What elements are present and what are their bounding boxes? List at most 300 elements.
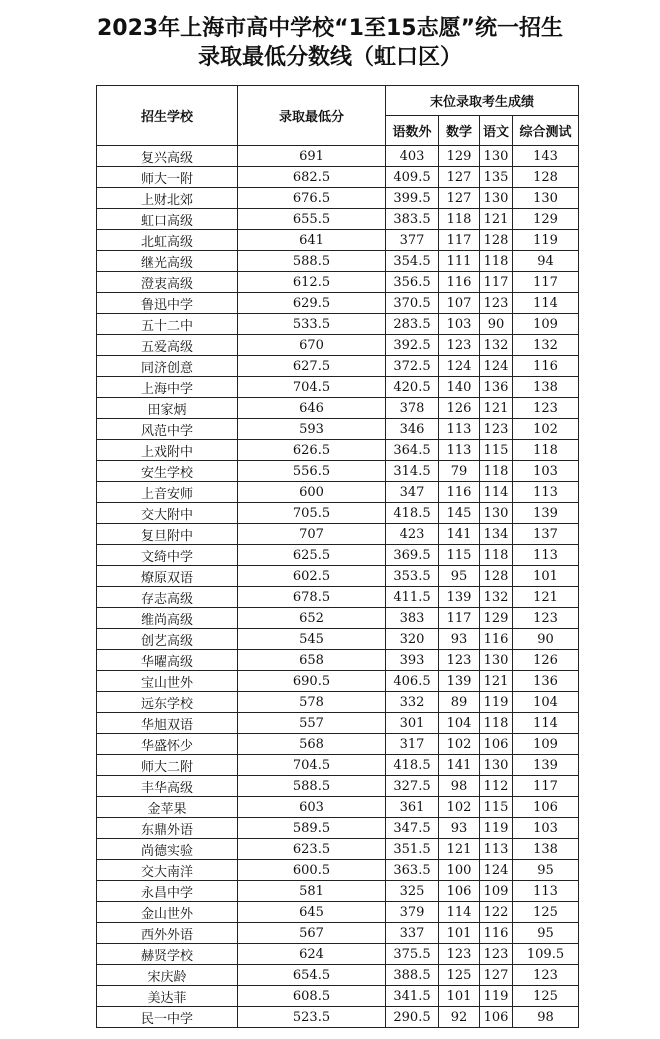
chinese-cell: 130 [480,188,513,209]
yu-shu-wai-cell: 378 [386,398,439,419]
yu-shu-wai-cell: 301 [386,713,439,734]
school-name-cell: 五爱高级 [97,335,238,356]
comprehensive-test-cell: 118 [513,440,579,461]
table-row [97,776,579,797]
comprehensive-test-cell: 126 [513,650,579,671]
table-row [97,524,579,545]
min-score-cell: 652 [238,608,386,629]
math-cell: 116 [439,272,480,293]
chinese-cell: 134 [480,524,513,545]
min-score-cell: 600.5 [238,860,386,881]
comprehensive-test-cell: 123 [513,965,579,986]
chinese-cell: 132 [480,587,513,608]
table-row [97,272,579,293]
yu-shu-wai-cell: 393 [386,650,439,671]
comprehensive-test-cell: 116 [513,356,579,377]
yu-shu-wai-cell: 409.5 [386,167,439,188]
school-name-cell: 华曜高级 [97,650,238,671]
min-score-cell: 608.5 [238,986,386,1007]
school-name-cell: 风范中学 [97,419,238,440]
min-score-cell: 655.5 [238,209,386,230]
comprehensive-test-cell: 113 [513,881,579,902]
table-row [97,545,579,566]
yu-shu-wai-cell: 363.5 [386,860,439,881]
comprehensive-test-cell: 143 [513,146,579,167]
table-row [97,167,579,188]
table-row [97,755,579,776]
school-name-cell: 金山世外 [97,902,238,923]
page-subtitle: 录取最低分数线（虹口区） [197,45,462,70]
min-score-cell: 645 [238,902,386,923]
school-name-cell: 民一中学 [97,1007,238,1028]
comprehensive-test-cell: 114 [513,713,579,734]
school-name-cell: 澄衷高级 [97,272,238,293]
chinese-cell: 132 [480,335,513,356]
chinese-cell: 135 [480,167,513,188]
table-row [97,335,579,356]
header-yu-shu-wai: 语数外 [386,116,439,146]
min-score-cell: 641 [238,230,386,251]
min-score-cell: 612.5 [238,272,386,293]
chinese-cell: 128 [480,230,513,251]
yu-shu-wai-cell: 346 [386,419,439,440]
chinese-cell: 123 [480,419,513,440]
yu-shu-wai-cell: 369.5 [386,545,439,566]
comprehensive-test-cell: 90 [513,629,579,650]
comprehensive-test-cell: 95 [513,923,579,944]
min-score-cell: 629.5 [238,293,386,314]
math-cell: 123 [439,650,480,671]
math-cell: 129 [439,146,480,167]
chinese-cell: 121 [480,671,513,692]
header-math: 数学 [439,116,480,146]
min-score-cell: 624 [238,944,386,965]
chinese-cell: 136 [480,377,513,398]
school-name-cell: 丰华高级 [97,776,238,797]
min-score-cell: 568 [238,734,386,755]
school-name-cell: 西外外语 [97,923,238,944]
min-score-cell: 658 [238,650,386,671]
min-score-cell: 707 [238,524,386,545]
comprehensive-test-cell: 102 [513,419,579,440]
yu-shu-wai-cell: 347.5 [386,818,439,839]
comprehensive-test-cell: 130 [513,188,579,209]
table-row [97,482,579,503]
math-cell: 123 [439,335,480,356]
chinese-cell: 109 [480,881,513,902]
yu-shu-wai-cell: 383.5 [386,209,439,230]
school-name-cell: 复旦附中 [97,524,238,545]
chinese-cell: 122 [480,902,513,923]
comprehensive-test-cell: 128 [513,167,579,188]
school-name-cell: 上海中学 [97,377,238,398]
school-name-cell: 复兴高级 [97,146,238,167]
min-score-cell: 705.5 [238,503,386,524]
chinese-cell: 112 [480,776,513,797]
yu-shu-wai-cell: 420.5 [386,377,439,398]
math-cell: 141 [439,524,480,545]
min-score-cell: 556.5 [238,461,386,482]
table-row [97,587,579,608]
chinese-cell: 129 [480,608,513,629]
chinese-cell: 117 [480,272,513,293]
yu-shu-wai-cell: 337 [386,923,439,944]
comprehensive-test-cell: 109 [513,734,579,755]
min-score-cell: 588.5 [238,251,386,272]
math-cell: 115 [439,545,480,566]
math-cell: 113 [439,440,480,461]
min-score-cell: 654.5 [238,965,386,986]
comprehensive-test-cell: 136 [513,671,579,692]
comprehensive-test-cell: 123 [513,398,579,419]
comprehensive-test-cell: 138 [513,839,579,860]
math-cell: 93 [439,818,480,839]
math-cell: 116 [439,482,480,503]
yu-shu-wai-cell: 372.5 [386,356,439,377]
math-cell: 140 [439,377,480,398]
chinese-cell: 121 [480,398,513,419]
chinese-cell: 115 [480,797,513,818]
comprehensive-test-cell: 104 [513,692,579,713]
page-title: 2023年上海市高中学校“1至15志愿”统一招生 [96,16,564,41]
chinese-cell: 130 [480,146,513,167]
chinese-cell: 124 [480,356,513,377]
math-cell: 101 [439,923,480,944]
chinese-cell: 119 [480,692,513,713]
comprehensive-test-cell: 106 [513,797,579,818]
min-score-cell: 623.5 [238,839,386,860]
chinese-cell: 124 [480,860,513,881]
comprehensive-test-cell: 94 [513,251,579,272]
table-row [97,881,579,902]
school-name-cell: 上音安师 [97,482,238,503]
table-row [97,293,579,314]
comprehensive-test-cell: 117 [513,272,579,293]
min-score-cell: 704.5 [238,377,386,398]
yu-shu-wai-cell: 347 [386,482,439,503]
math-cell: 93 [439,629,480,650]
math-cell: 111 [439,251,480,272]
table-row [97,608,579,629]
school-name-cell: 赫贤学校 [97,944,238,965]
chinese-cell: 130 [480,650,513,671]
table-body [97,146,579,1028]
header-comprehensive-test: 综合测试 [513,116,579,146]
comprehensive-test-cell: 119 [513,230,579,251]
min-score-cell: 676.5 [238,188,386,209]
yu-shu-wai-cell: 370.5 [386,293,439,314]
comprehensive-test-cell: 113 [513,482,579,503]
comprehensive-test-cell: 137 [513,524,579,545]
chinese-cell: 106 [480,1007,513,1028]
chinese-cell: 90 [480,314,513,335]
yu-shu-wai-cell: 327.5 [386,776,439,797]
comprehensive-test-cell: 129 [513,209,579,230]
chinese-cell: 116 [480,629,513,650]
school-name-cell: 同济创意 [97,356,238,377]
math-cell: 126 [439,398,480,419]
min-score-cell: 578 [238,692,386,713]
min-score-cell: 600 [238,482,386,503]
school-name-cell: 宝山世外 [97,671,238,692]
min-score-cell: 670 [238,335,386,356]
comprehensive-test-cell: 95 [513,860,579,881]
school-name-cell: 远东学校 [97,692,238,713]
chinese-cell: 114 [480,482,513,503]
table-row [97,230,579,251]
yu-shu-wai-cell: 283.5 [386,314,439,335]
min-score-cell: 682.5 [238,167,386,188]
math-cell: 89 [439,692,480,713]
table-row [97,713,579,734]
chinese-cell: 116 [480,923,513,944]
school-name-cell: 虹口高级 [97,209,238,230]
chinese-cell: 119 [480,818,513,839]
admission-score-table [96,85,579,1028]
table-row [97,818,579,839]
min-score-cell: 589.5 [238,818,386,839]
math-cell: 104 [439,713,480,734]
min-score-cell: 602.5 [238,566,386,587]
school-name-cell: 五十二中 [97,314,238,335]
math-cell: 103 [439,314,480,335]
yu-shu-wai-cell: 325 [386,881,439,902]
yu-shu-wai-cell: 388.5 [386,965,439,986]
chinese-cell: 121 [480,209,513,230]
min-score-cell: 691 [238,146,386,167]
math-cell: 95 [439,566,480,587]
math-cell: 117 [439,230,480,251]
math-cell: 113 [439,419,480,440]
school-name-cell: 尚德实验 [97,839,238,860]
yu-shu-wai-cell: 317 [386,734,439,755]
comprehensive-test-cell: 139 [513,755,579,776]
school-name-cell: 美达菲 [97,986,238,1007]
chinese-cell: 118 [480,713,513,734]
comprehensive-test-cell: 125 [513,902,579,923]
chinese-cell: 119 [480,986,513,1007]
min-score-cell: 523.5 [238,1007,386,1028]
table-row [97,419,579,440]
min-score-cell: 625.5 [238,545,386,566]
table-row [97,734,579,755]
math-cell: 114 [439,902,480,923]
table-row [97,797,579,818]
min-score-cell: 603 [238,797,386,818]
table-row [97,461,579,482]
math-cell: 139 [439,671,480,692]
math-cell: 101 [439,986,480,1007]
min-score-cell: 588.5 [238,776,386,797]
table-row [97,902,579,923]
math-cell: 123 [439,944,480,965]
comprehensive-test-cell: 139 [513,503,579,524]
school-name-cell: 师大二附 [97,755,238,776]
school-name-cell: 师大一附 [97,167,238,188]
table-row [97,398,579,419]
comprehensive-test-cell: 132 [513,335,579,356]
yu-shu-wai-cell: 290.5 [386,1007,439,1028]
yu-shu-wai-cell: 379 [386,902,439,923]
min-score-cell: 626.5 [238,440,386,461]
comprehensive-test-cell: 101 [513,566,579,587]
table-row [97,188,579,209]
yu-shu-wai-cell: 403 [386,146,439,167]
comprehensive-test-cell: 109 [513,314,579,335]
comprehensive-test-cell: 117 [513,776,579,797]
school-name-cell: 东鼎外语 [97,818,238,839]
school-name-cell: 田家炳 [97,398,238,419]
table-row [97,1007,579,1028]
chinese-cell: 106 [480,734,513,755]
yu-shu-wai-cell: 423 [386,524,439,545]
table-row [97,671,579,692]
school-name-cell: 永昌中学 [97,881,238,902]
math-cell: 107 [439,293,480,314]
min-score-cell: 704.5 [238,755,386,776]
chinese-cell: 128 [480,566,513,587]
header-min-score: 录取最低分 [238,86,386,146]
math-cell: 79 [439,461,480,482]
table-row [97,629,579,650]
yu-shu-wai-cell: 320 [386,629,439,650]
yu-shu-wai-cell: 375.5 [386,944,439,965]
chinese-cell: 118 [480,251,513,272]
yu-shu-wai-cell: 411.5 [386,587,439,608]
table-row [97,692,579,713]
yu-shu-wai-cell: 356.5 [386,272,439,293]
school-name-cell: 华旭双语 [97,713,238,734]
math-cell: 92 [439,1007,480,1028]
math-cell: 102 [439,734,480,755]
yu-shu-wai-cell: 377 [386,230,439,251]
comprehensive-test-cell: 138 [513,377,579,398]
comprehensive-test-cell: 121 [513,587,579,608]
header-last-admitted-group: 末位录取考生成绩 [386,86,579,116]
yu-shu-wai-cell: 314.5 [386,461,439,482]
min-score-cell: 593 [238,419,386,440]
comprehensive-test-cell: 103 [513,818,579,839]
yu-shu-wai-cell: 354.5 [386,251,439,272]
chinese-cell: 115 [480,440,513,461]
min-score-cell: 646 [238,398,386,419]
comprehensive-test-cell: 114 [513,293,579,314]
yu-shu-wai-cell: 351.5 [386,839,439,860]
math-cell: 125 [439,965,480,986]
table-row [97,944,579,965]
yu-shu-wai-cell: 361 [386,797,439,818]
math-cell: 124 [439,356,480,377]
yu-shu-wai-cell: 418.5 [386,503,439,524]
min-score-cell: 678.5 [238,587,386,608]
school-name-cell: 交大附中 [97,503,238,524]
math-cell: 98 [439,776,480,797]
school-name-cell: 交大南洋 [97,860,238,881]
min-score-cell: 690.5 [238,671,386,692]
school-name-cell: 维尚高级 [97,608,238,629]
min-score-cell: 557 [238,713,386,734]
table-row [97,986,579,1007]
school-name-cell: 燎原双语 [97,566,238,587]
min-score-cell: 567 [238,923,386,944]
school-name-cell: 鲁迅中学 [97,293,238,314]
school-name-cell: 金苹果 [97,797,238,818]
school-name-cell: 上戏附中 [97,440,238,461]
math-cell: 139 [439,587,480,608]
chinese-cell: 130 [480,503,513,524]
table-row [97,251,579,272]
table-row [97,650,579,671]
math-cell: 145 [439,503,480,524]
table-row [97,146,579,167]
min-score-cell: 627.5 [238,356,386,377]
comprehensive-test-cell: 123 [513,608,579,629]
comprehensive-test-cell: 103 [513,461,579,482]
chinese-cell: 130 [480,755,513,776]
school-name-cell: 创艺高级 [97,629,238,650]
chinese-cell: 118 [480,545,513,566]
school-name-cell: 华盛怀少 [97,734,238,755]
comprehensive-test-cell: 125 [513,986,579,1007]
min-score-cell: 533.5 [238,314,386,335]
table-row [97,440,579,461]
school-name-cell: 宋庆龄 [97,965,238,986]
math-cell: 102 [439,797,480,818]
table-row [97,860,579,881]
table-row [97,314,579,335]
table-row [97,566,579,587]
table-row [97,377,579,398]
yu-shu-wai-cell: 406.5 [386,671,439,692]
school-name-cell: 文绮中学 [97,545,238,566]
math-cell: 141 [439,755,480,776]
chinese-cell: 118 [480,461,513,482]
math-cell: 117 [439,608,480,629]
table-row [97,965,579,986]
yu-shu-wai-cell: 332 [386,692,439,713]
min-score-cell: 545 [238,629,386,650]
min-score-cell: 581 [238,881,386,902]
comprehensive-test-cell: 113 [513,545,579,566]
chinese-cell: 123 [480,944,513,965]
yu-shu-wai-cell: 341.5 [386,986,439,1007]
table-row [97,923,579,944]
table-row [97,839,579,860]
school-name-cell: 继光高级 [97,251,238,272]
yu-shu-wai-cell: 353.5 [386,566,439,587]
math-cell: 106 [439,881,480,902]
chinese-cell: 123 [480,293,513,314]
school-name-cell: 上财北郊 [97,188,238,209]
comprehensive-test-cell: 109.5 [513,944,579,965]
yu-shu-wai-cell: 418.5 [386,755,439,776]
math-cell: 127 [439,188,480,209]
school-name-cell: 存志高级 [97,587,238,608]
math-cell: 100 [439,860,480,881]
yu-shu-wai-cell: 364.5 [386,440,439,461]
yu-shu-wai-cell: 399.5 [386,188,439,209]
yu-shu-wai-cell: 392.5 [386,335,439,356]
comprehensive-test-cell: 98 [513,1007,579,1028]
math-cell: 121 [439,839,480,860]
yu-shu-wai-cell: 383 [386,608,439,629]
school-name-cell: 北虹高级 [97,230,238,251]
header-chinese: 语文 [480,116,513,146]
chinese-cell: 127 [480,965,513,986]
table-row [97,356,579,377]
chinese-cell: 113 [480,839,513,860]
school-name-cell: 安生学校 [97,461,238,482]
